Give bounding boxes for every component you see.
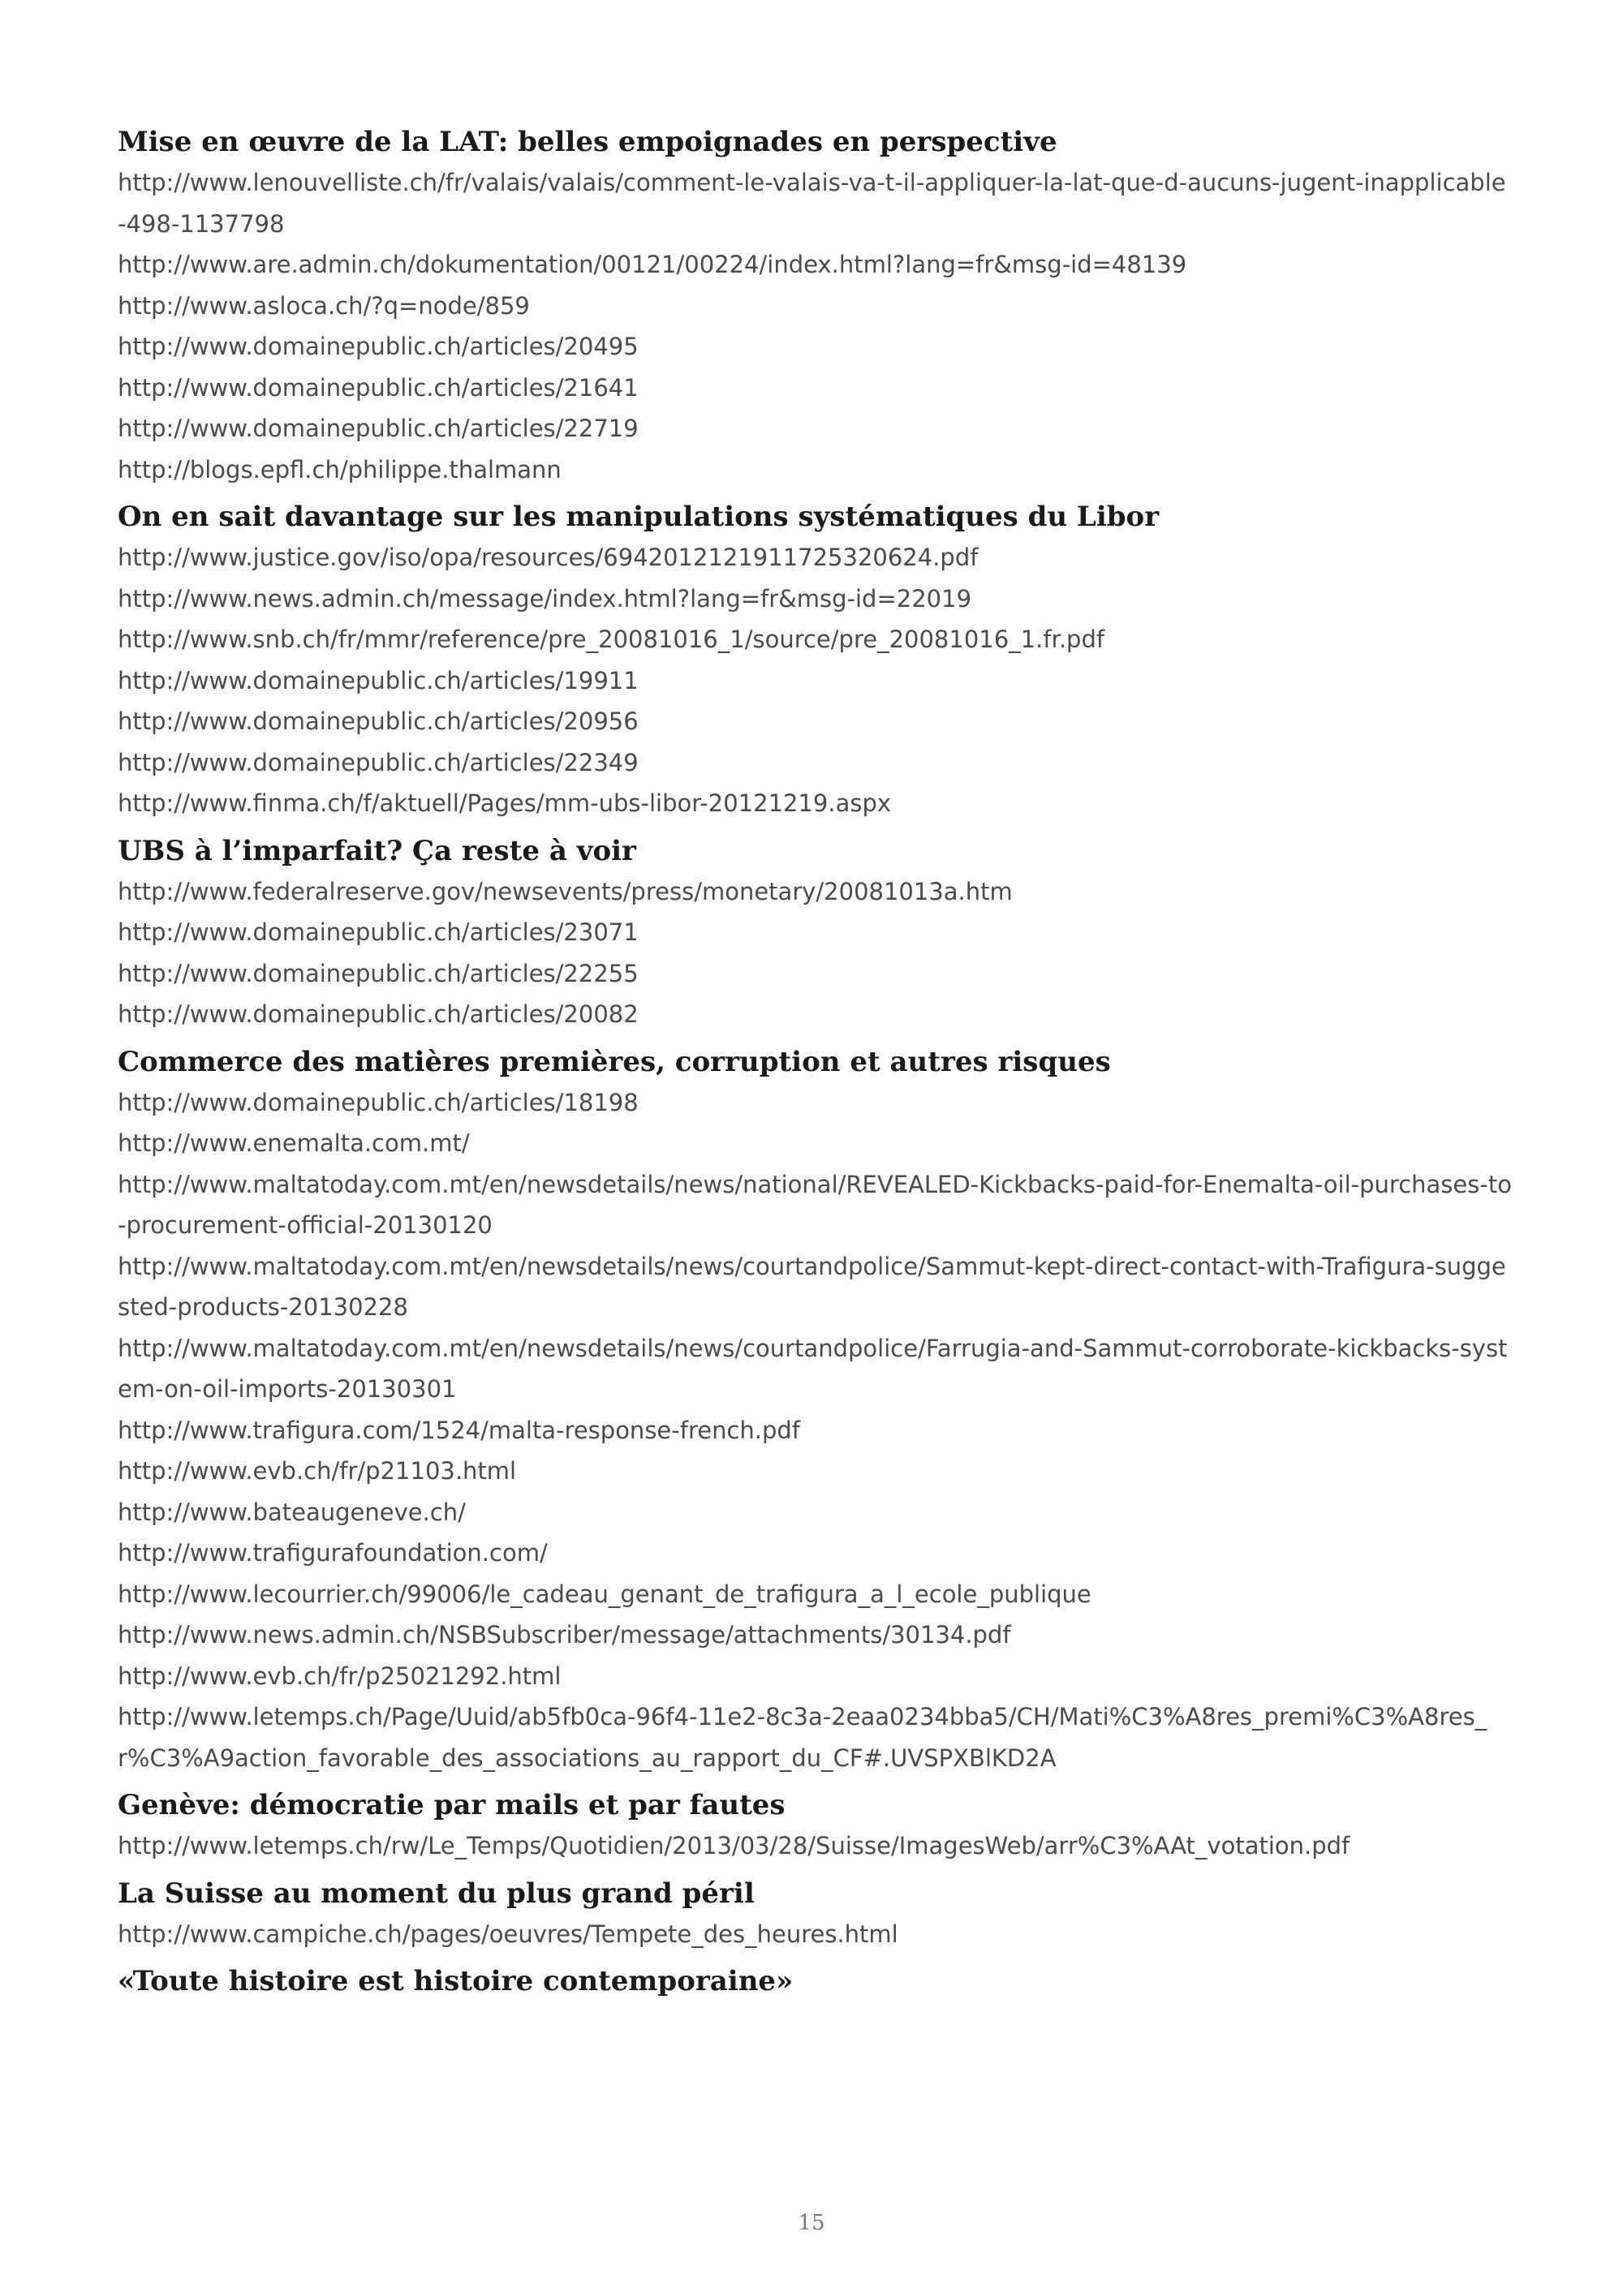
link-item[interactable]: http://www.domainepublic.ch/articles/19911 [118,666,639,694]
document-page [118,122,1513,2008]
section-libor [118,497,1513,824]
link-list [118,537,1513,824]
section-title: La Suisse au moment du plus grand péril [118,1877,755,1910]
section-title: «Toute histoire est histoire contemporaine» [118,1965,794,1997]
link-item[interactable]: http://www.campiche.ch/pages/oeuvres/Tempete_des_heures.html [118,1920,898,1948]
link-item[interactable]: http://www.justice.gov/iso/opa/resources/6942012121911725320624.pdf [118,544,979,571]
page-number: 15 [798,2211,825,2235]
link-item[interactable]: http://www.domainepublic.ch/articles/20956 [118,707,639,735]
link-item[interactable]: http://www.news.admin.ch/NSBSubscriber/message/attachments/30134.pdf [118,1621,1011,1649]
section-geneve [118,1785,1513,1867]
section-commerce [118,1042,1513,1779]
link-item[interactable]: http://www.lecourrier.ch/99006/le_cadeau_genant_de_trafigura_a_l_ecole_publique [118,1580,1091,1608]
section-histoire [118,1961,1513,2001]
link-item[interactable]: http://www.finma.ch/f/aktuell/Pages/mm-ubs-libor-20121219.aspx [118,789,892,817]
link-item[interactable]: http://www.domainepublic.ch/articles/20082 [118,1000,639,1028]
link-item[interactable]: http://www.maltatoday.com.mt/en/newsdetails/news/courtandpolice/Farrugia-and-Sammut-corroborate-kickbacks-system-on-oil-imports-20130301 [118,1334,1508,1403]
link-item[interactable]: http://www.domainepublic.ch/articles/23071 [118,918,639,946]
section-title: Mise en œuvre de la LAT: belles empoignades en perspective [118,126,1057,158]
link-item[interactable]: http://www.are.admin.ch/dokumentation/00121/00224/index.html?lang=fr&msg-id=48139 [118,251,1187,278]
section-title: On en sait davantage sur les manipulations systématiques du Libor [118,501,1160,533]
link-item[interactable]: http://www.trafigurafoundation.com/ [118,1539,548,1567]
link-item[interactable]: http://www.maltatoday.com.mt/en/newsdetails/news/national/REVEALED-Kickbacks-paid-for-Enemalta-oil-purchases-to-procurement-official-20130120 [118,1170,1512,1239]
section-lat [118,122,1513,490]
link-item[interactable]: http://www.bateaugeneve.ch/ [118,1498,466,1526]
link-item[interactable]: http://www.domainepublic.ch/articles/22719 [118,415,639,442]
link-list [118,1082,1513,1779]
link-item[interactable]: http://www.maltatoday.com.mt/en/newsdetails/news/courtandpolice/Sammut-kept-direct-contact-with-Trafigura-suggested-products-20130228 [118,1252,1506,1321]
link-item[interactable]: http://www.evb.ch/fr/p21103.html [118,1457,517,1485]
link-item[interactable]: http://www.domainepublic.ch/articles/22255 [118,959,639,987]
link-item[interactable]: http://www.evb.ch/fr/p25021292.html [118,1662,562,1690]
section-title: Commerce des matières premières, corruption et autres risques [118,1045,1111,1078]
link-item[interactable]: http://www.snb.ch/fr/mmr/reference/pre_20081016_1/source/pre_20081016_1.fr.pdf [118,626,1105,653]
link-list [118,1914,1513,1955]
link-item[interactable]: http://www.domainepublic.ch/articles/18198 [118,1088,639,1116]
link-item[interactable]: http://www.domainepublic.ch/articles/22349 [118,748,639,776]
link-item[interactable]: http://www.letemps.ch/rw/Le_Temps/Quotidien/2013/03/28/Suisse/ImagesWeb/arr%C3%AAt_votation.pdf [118,1832,1350,1860]
link-item[interactable]: http://www.asloca.ch/?q=node/859 [118,291,530,320]
link-list [118,871,1513,1035]
link-item[interactable]: http://www.enemalta.com.mt/ [118,1129,470,1157]
link-list [118,1825,1513,1867]
link-list [118,162,1513,490]
link-item[interactable]: http://www.lenouvelliste.ch/fr/valais/valais/comment-le-valais-va-t-il-appliquer-la-lat-que-d-aucuns-jugent-inapplicable-498-1137798 [118,169,1506,238]
section-title: Genève: démocratie par mails et par fautes [118,1789,786,1821]
link-item[interactable]: http://www.domainepublic.ch/articles/20495 [118,333,639,360]
section-title: UBS à l’imparfait? Ça reste à voir [118,834,636,867]
link-item[interactable]: http://www.news.admin.ch/message/index.html?lang=fr&msg-id=22019 [118,584,972,613]
link-item[interactable]: http://www.domainepublic.ch/articles/21641 [118,373,639,402]
section-suisse [118,1873,1513,1955]
link-item[interactable]: http://www.letemps.ch/Page/Uuid/ab5fb0ca-96f4-11e2-8c3a-2eaa0234bba5/CH/Mati%C3%A8res_premi%C3%A8res_r%C3%A9action_favorable_des_associations_au_rapport_du_CF#.UVSPXBlKD2A [118,1703,1487,1772]
link-item[interactable]: http://blogs.epfl.ch/philippe.thalmann [118,455,562,484]
link-item[interactable]: http://www.federalreserve.gov/newsevents/press/monetary/20081013a.htm [118,877,1013,905]
link-item[interactable]: http://www.trafigura.com/1524/malta-response-french.pdf [118,1416,801,1444]
section-ubs [118,831,1513,1035]
